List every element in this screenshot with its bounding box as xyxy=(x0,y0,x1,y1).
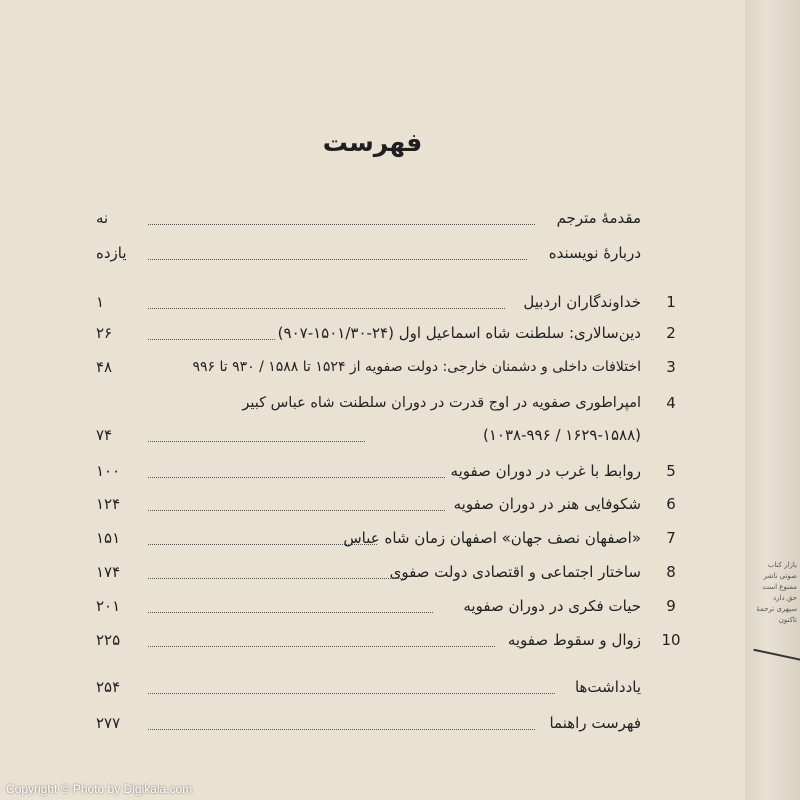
toc-page: ۱ xyxy=(96,293,105,311)
toc-row xyxy=(0,674,745,700)
toc-number: 8 xyxy=(666,563,676,581)
toc-label: خداوندگاران اردبیل xyxy=(523,293,641,311)
toc-row xyxy=(0,422,745,448)
toc-number: 10 xyxy=(661,631,681,649)
toc-page: ۲۲۵ xyxy=(96,631,121,649)
toc-leader xyxy=(148,224,535,225)
toc-number: 7 xyxy=(666,529,676,547)
toc-label: ساختار اجتماعی و اقتصادی دولت صفوی xyxy=(389,563,641,581)
toc-page: نه xyxy=(96,209,109,227)
toc-row xyxy=(0,491,745,517)
toc-number: 4 xyxy=(666,394,676,412)
toc-page: ۲۰۱ xyxy=(96,597,121,615)
toc-page: ۲۶ xyxy=(96,324,113,342)
toc-page: یازده xyxy=(96,244,127,262)
toc-leader xyxy=(148,477,445,478)
toc-row xyxy=(0,627,745,653)
toc-row xyxy=(0,240,745,266)
page-edge-line xyxy=(753,649,800,663)
toc-label: «اصفهان نصف جهان» اصفهان زمان شاه عباس xyxy=(343,529,641,547)
adjacent-page-text: بازار کتاب صوتی ناشر ممنوع است حق دارد سپهری ترجمهٔ تاکنون xyxy=(756,561,797,624)
toc-number: 1 xyxy=(666,293,676,311)
toc-page: ۲۷۷ xyxy=(96,714,121,732)
toc-label: زوال و سقوط صفویه xyxy=(507,631,641,649)
toc-leader xyxy=(148,510,445,511)
page-title: فهرست xyxy=(322,128,423,157)
toc-leader xyxy=(148,578,405,579)
toc-row xyxy=(0,458,745,484)
toc-row xyxy=(0,593,745,619)
toc-leader xyxy=(148,441,365,442)
toc-row xyxy=(0,320,745,346)
toc-label: امپراطوری صفویه در اوج قدرت در دوران سلطنت شاه عباس کبیر xyxy=(242,395,641,411)
toc-page: ۴۸ xyxy=(96,358,113,376)
toc-label: مقدمهٔ مترجم xyxy=(556,209,641,227)
toc-label: شکوفایی هنر در دوران صفویه xyxy=(453,495,641,513)
toc-label: دربارهٔ نویسنده xyxy=(548,244,641,262)
toc-leader xyxy=(148,259,527,260)
toc-number: 9 xyxy=(666,597,676,615)
toc-page: ۲۵۴ xyxy=(96,678,121,696)
toc-label: حیات فکری در دوران صفویه xyxy=(463,597,641,615)
toc-label: فهرست راهنما xyxy=(549,714,641,732)
toc-label: روابط با غرب در دوران صفویه xyxy=(450,462,641,480)
toc-label: دین‌سالاری: سلطنت شاه اسماعیل اول (۲۴-۱۵۰۱/۳۰-۹۰۷) xyxy=(277,324,641,342)
toc-page: ۱۲۴ xyxy=(96,495,121,513)
toc-page: ۱۵۱ xyxy=(96,529,121,547)
toc-page: ۱۷۴ xyxy=(96,563,121,581)
toc-leader xyxy=(148,612,433,613)
toc-row xyxy=(0,525,745,551)
toc-row xyxy=(0,205,745,231)
toc-page: ۱۰۰ xyxy=(96,462,121,480)
toc-leader xyxy=(148,308,505,309)
toc-label: یادداشت‌ها xyxy=(574,678,641,696)
toc-row xyxy=(0,390,745,416)
adjacent-page-edge xyxy=(745,0,800,800)
toc-page: ۷۴ xyxy=(96,426,113,444)
toc-number: 3 xyxy=(666,358,676,376)
toc-leader xyxy=(148,646,495,647)
toc-leader xyxy=(148,729,535,730)
copyright-watermark: Copyright © Photo by Digikala.com xyxy=(6,782,193,796)
toc-number: 2 xyxy=(666,324,676,342)
toc-number: 6 xyxy=(666,495,676,513)
toc-leader xyxy=(148,544,377,545)
toc-row xyxy=(0,559,745,585)
toc-leader xyxy=(148,693,555,694)
toc-leader xyxy=(148,339,275,340)
toc-label: اختلافات داخلی و دشمنان خارجی: دولت صفویه از ۱۵۲۴ تا ۱۵۸۸ / ۹۳۰ تا ۹۹۶ xyxy=(192,359,641,375)
toc-number: 5 xyxy=(666,462,676,480)
toc-row xyxy=(0,354,745,380)
toc-label: (۱۶۲۹-۱۵۸۸ / ۱۰۳۸-۹۹۶) xyxy=(483,426,641,444)
toc-row xyxy=(0,710,745,736)
toc-row xyxy=(0,289,745,315)
